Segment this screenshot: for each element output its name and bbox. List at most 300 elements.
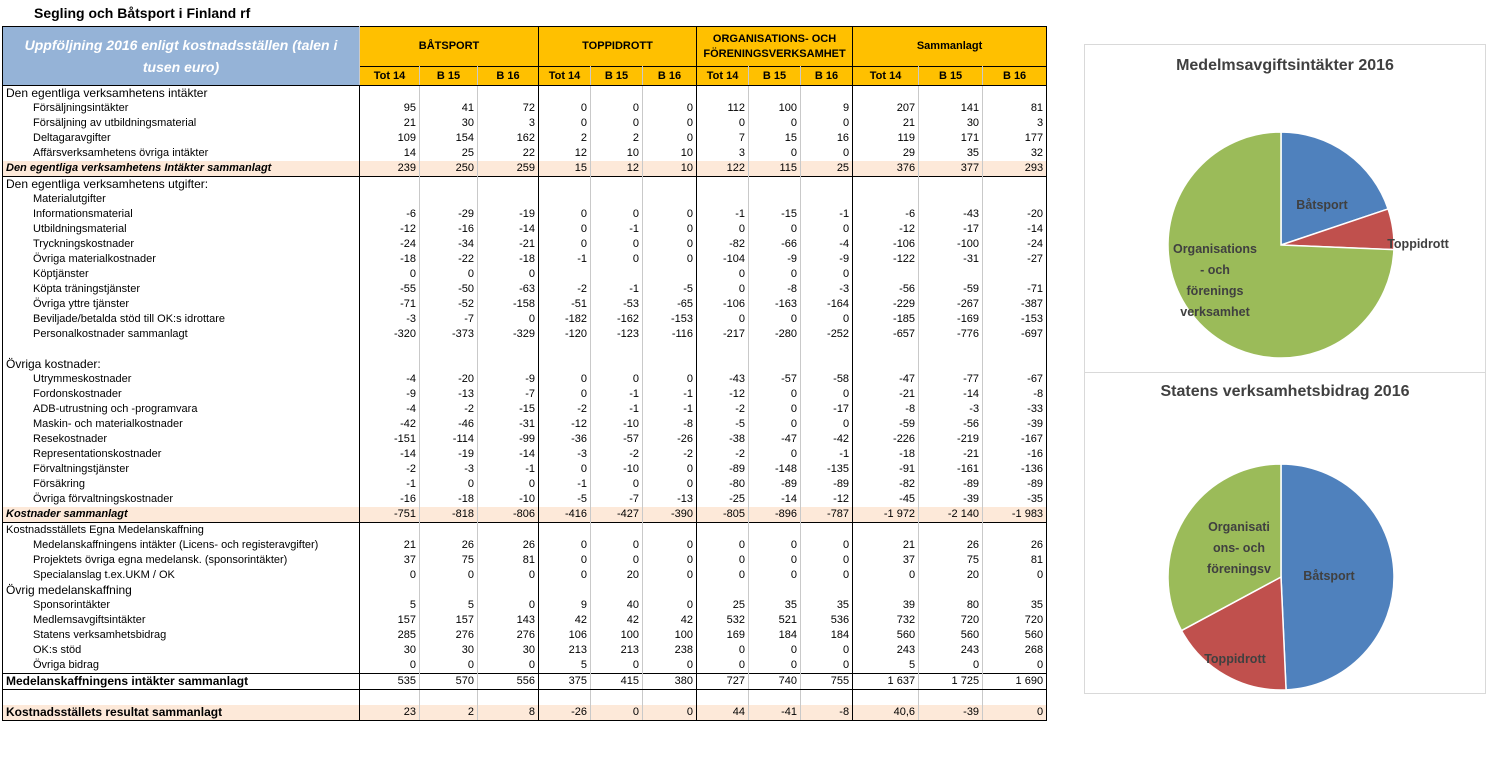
table-cell: -57: [749, 372, 801, 387]
row-label: Beviljade/betalda stöd till OK:s idrottare: [3, 312, 360, 327]
table-cell: -387: [983, 297, 1047, 312]
table-cell: -1: [478, 462, 539, 477]
table-cell: -148: [749, 462, 801, 477]
table-cell: 560: [983, 628, 1047, 643]
table-cell: -5: [539, 492, 591, 507]
table-cell: 0: [983, 705, 1047, 721]
table-cell: 0: [643, 538, 697, 553]
row-label: Försäljningsintäkter: [3, 101, 360, 116]
table-cell: -1: [360, 477, 420, 492]
table-cell: [749, 357, 801, 372]
table-cell: -153: [983, 312, 1047, 327]
table-row: [3, 312, 1047, 327]
table-row: [3, 207, 1047, 222]
table-cell: 3: [983, 116, 1047, 131]
table-row: [3, 447, 1047, 462]
table-cell: -18: [478, 252, 539, 267]
row-label: Köpta träningstjänster: [3, 282, 360, 297]
table-row: [3, 462, 1047, 477]
table-cell: -329: [478, 327, 539, 342]
table-cell: 26: [478, 538, 539, 553]
table-cell: [539, 342, 591, 357]
table-cell: 20: [919, 568, 983, 583]
pie-chart-statens-bidrag: [1085, 383, 1485, 706]
table-cell: [749, 523, 801, 539]
table-cell: 154: [420, 131, 478, 146]
table-cell: [539, 357, 591, 372]
table-cell: -17: [801, 402, 853, 417]
table-cell: -22: [420, 252, 478, 267]
table-row: [3, 507, 1047, 523]
table-cell: -26: [539, 705, 591, 721]
table-cell: -4: [360, 372, 420, 387]
table-row: [3, 690, 1047, 706]
table-cell: 81: [983, 553, 1047, 568]
table-cell: 81: [983, 101, 1047, 116]
slice-label: Båtsport: [1296, 198, 1348, 212]
slice-label: Toppidrott: [1387, 237, 1449, 251]
table-cell: 0: [697, 553, 749, 568]
table-cell: -46: [420, 417, 478, 432]
table-cell: -38: [697, 432, 749, 447]
table-cell: 1 637: [853, 674, 919, 690]
table-cell: -9: [801, 252, 853, 267]
table-cell: -7: [591, 492, 643, 507]
table-cell: 35: [801, 598, 853, 613]
table-cell: -4: [360, 402, 420, 417]
table-cell: -56: [853, 282, 919, 297]
table-cell: [591, 267, 643, 282]
table-cell: [801, 192, 853, 207]
table-cell: 26: [420, 538, 478, 553]
table-cell: -9: [749, 252, 801, 267]
column-header: Tot 14: [360, 67, 420, 86]
row-label: Specialanslag t.ex.UKM / OK: [3, 568, 360, 583]
table-cell: -18: [853, 447, 919, 462]
row-label: Personalkostnader sammanlagt: [3, 327, 360, 342]
table-cell: 285: [360, 628, 420, 643]
table-cell: [478, 357, 539, 372]
table-cell: 0: [749, 402, 801, 417]
table-cell: 0: [643, 101, 697, 116]
table-cell: -82: [853, 477, 919, 492]
table-row: [3, 131, 1047, 146]
pie-chart-medlemsavgift: [1085, 57, 1485, 380]
table-cell: [478, 342, 539, 357]
table-cell: [853, 583, 919, 598]
table-cell: -17: [919, 222, 983, 237]
table-cell: [539, 267, 591, 282]
table-cell: 30: [420, 116, 478, 131]
group-header-sammanlagt: Sammanlagt: [853, 27, 1047, 67]
table-cell: 25: [801, 161, 853, 177]
table-cell: -16: [983, 447, 1047, 462]
table-cell: 0: [643, 658, 697, 674]
row-label: Försäkring: [3, 477, 360, 492]
table-cell: 727: [697, 674, 749, 690]
table-cell: 0: [478, 568, 539, 583]
table-cell: 276: [420, 628, 478, 643]
budget-table: [2, 26, 1047, 721]
table-cell: 0: [591, 705, 643, 721]
table-cell: -1: [801, 207, 853, 222]
table-cell: 0: [591, 207, 643, 222]
table-cell: [919, 86, 983, 102]
table-cell: [420, 357, 478, 372]
table-cell: 109: [360, 131, 420, 146]
column-header: B 15: [919, 67, 983, 86]
table-cell: 0: [643, 462, 697, 477]
table-row: [3, 553, 1047, 568]
table-cell: [360, 86, 420, 102]
table-cell: 0: [749, 267, 801, 282]
table-row: [3, 86, 1047, 102]
table-cell: 0: [643, 705, 697, 721]
table-cell: [697, 177, 749, 193]
table-cell: 207: [853, 101, 919, 116]
table-cell: [591, 357, 643, 372]
table-cell: -12: [801, 492, 853, 507]
table-cell: -39: [919, 705, 983, 721]
table-cell: 20: [591, 568, 643, 583]
table-cell: -6: [360, 207, 420, 222]
table-cell: 0: [591, 252, 643, 267]
table-cell: 100: [749, 101, 801, 116]
table-header-title: Uppföljning 2016 enligt kostnadsställen (talen i tusen euro): [3, 27, 360, 86]
table-cell: 162: [478, 131, 539, 146]
table-cell: [749, 192, 801, 207]
table-cell: 0: [478, 267, 539, 282]
table-row: [3, 598, 1047, 613]
table-cell: -3: [539, 447, 591, 462]
table-cell: 75: [420, 553, 478, 568]
table-cell: -65: [643, 297, 697, 312]
table-cell: 0: [801, 568, 853, 583]
table-cell: [420, 583, 478, 598]
table-cell: 0: [749, 568, 801, 583]
table-cell: -267: [919, 297, 983, 312]
table-row: [3, 101, 1047, 116]
table-cell: [801, 690, 853, 706]
row-label: Projektets övriga egna medelansk. (sponsorintäkter): [3, 553, 360, 568]
table-cell: 26: [919, 538, 983, 553]
table-cell: [643, 267, 697, 282]
table-cell: -169: [919, 312, 983, 327]
table-row: [3, 282, 1047, 297]
table-cell: -3: [420, 462, 478, 477]
table-cell: 0: [591, 372, 643, 387]
table-cell: 0: [539, 462, 591, 477]
table-row: [3, 297, 1047, 312]
table-cell: 0: [801, 538, 853, 553]
table-cell: 0: [749, 553, 801, 568]
table-cell: [360, 583, 420, 598]
table-cell: [919, 192, 983, 207]
table-cell: -91: [853, 462, 919, 477]
table-cell: -123: [591, 327, 643, 342]
table-cell: -1: [591, 222, 643, 237]
table-cell: -252: [801, 327, 853, 342]
table-cell: -2: [360, 462, 420, 477]
table-cell: -14: [919, 387, 983, 402]
table-cell: 177: [983, 131, 1047, 146]
table-cell: -10: [591, 462, 643, 477]
table-cell: 9: [801, 101, 853, 116]
table-cell: -373: [420, 327, 478, 342]
table-cell: 12: [591, 161, 643, 177]
row-label: Fordonskostnader: [3, 387, 360, 402]
table-cell: -14: [360, 447, 420, 462]
table-cell: 75: [919, 553, 983, 568]
table-cell: 0: [697, 538, 749, 553]
page-title: Segling och Båtsport i Finland rf: [34, 5, 251, 21]
table-cell: [919, 267, 983, 282]
table-cell: -9: [360, 387, 420, 402]
table-cell: -805: [697, 507, 749, 523]
table-cell: [643, 86, 697, 102]
table-cell: -1: [697, 207, 749, 222]
row-label: Försäljning av utbildningsmaterial: [3, 116, 360, 131]
chart-title: Statens verksamhetsbidrag 2016: [1160, 383, 1410, 400]
table-cell: -56: [919, 417, 983, 432]
table-cell: -1: [591, 387, 643, 402]
table-cell: -16: [360, 492, 420, 507]
row-label: Medelanskaffningens intäkter sammanlagt: [3, 674, 360, 690]
table-cell: 41: [420, 101, 478, 116]
table-cell: -39: [919, 492, 983, 507]
table-cell: 23: [360, 705, 420, 721]
table-cell: -57: [591, 432, 643, 447]
table-cell: [983, 86, 1047, 102]
table-cell: 0: [801, 387, 853, 402]
table-cell: [539, 583, 591, 598]
table-cell: [919, 690, 983, 706]
table-cell: -806: [478, 507, 539, 523]
table-cell: 0: [591, 538, 643, 553]
table-row: [3, 432, 1047, 447]
table-row: [3, 146, 1047, 161]
table-cell: -71: [360, 297, 420, 312]
table-cell: -1: [643, 402, 697, 417]
table-cell: 0: [539, 237, 591, 252]
table-cell: [749, 342, 801, 357]
row-label: Övriga materialkostnader: [3, 252, 360, 267]
row-label: Den egentliga verksamhetens Intäkter sammanlagt: [3, 161, 360, 177]
table-cell: -167: [983, 432, 1047, 447]
table-cell: 0: [478, 477, 539, 492]
table-cell: -116: [643, 327, 697, 342]
table-cell: -24: [983, 237, 1047, 252]
table-cell: [801, 357, 853, 372]
table-cell: -42: [801, 432, 853, 447]
row-label: Den egentliga verksamhetens intäkter: [3, 86, 360, 102]
table-cell: 0: [591, 101, 643, 116]
table-cell: 95: [360, 101, 420, 116]
table-cell: -2: [697, 402, 749, 417]
table-cell: 1 725: [919, 674, 983, 690]
table-cell: -2: [591, 447, 643, 462]
table-cell: 0: [801, 643, 853, 658]
table-cell: -1: [643, 387, 697, 402]
table-cell: 0: [749, 222, 801, 237]
table-cell: [983, 267, 1047, 282]
table-cell: -12: [539, 417, 591, 432]
row-label: Kostnadsställets Egna Medelanskaffning: [3, 523, 360, 539]
table-cell: [360, 192, 420, 207]
row-label: Kostnadsställets resultat sammanlagt: [3, 705, 360, 721]
table-cell: 25: [697, 598, 749, 613]
table-cell: [420, 690, 478, 706]
table-cell: 143: [478, 613, 539, 628]
table-cell: 39: [853, 598, 919, 613]
table-cell: -162: [591, 312, 643, 327]
table-cell: [420, 192, 478, 207]
table-cell: 16: [801, 131, 853, 146]
table-cell: 0: [697, 267, 749, 282]
table-cell: [749, 86, 801, 102]
table-cell: [643, 583, 697, 598]
table-cell: -77: [919, 372, 983, 387]
table-cell: 0: [983, 568, 1047, 583]
table-cell: 0: [420, 267, 478, 282]
table-cell: -3: [360, 312, 420, 327]
table-cell: 0: [801, 116, 853, 131]
table-cell: 141: [919, 101, 983, 116]
table-cell: -100: [919, 237, 983, 252]
table-row: [3, 705, 1047, 721]
table-cell: -21: [919, 447, 983, 462]
table-row: [3, 267, 1047, 282]
table-cell: 115: [749, 161, 801, 177]
table-row: [3, 402, 1047, 417]
table-row: [3, 492, 1047, 507]
row-label: Förvaltningstjänster: [3, 462, 360, 477]
table-cell: 119: [853, 131, 919, 146]
table-cell: 0: [591, 477, 643, 492]
table-cell: [360, 342, 420, 357]
table-cell: 213: [539, 643, 591, 658]
table-cell: 5: [360, 598, 420, 613]
table-cell: [591, 177, 643, 193]
table-cell: -14: [478, 222, 539, 237]
table-cell: 171: [919, 131, 983, 146]
table-row: [3, 523, 1047, 539]
table-cell: -43: [697, 372, 749, 387]
table-cell: -3: [919, 402, 983, 417]
table-cell: [697, 342, 749, 357]
table-cell: -53: [591, 297, 643, 312]
table-cell: [697, 86, 749, 102]
table-cell: 184: [749, 628, 801, 643]
table-cell: 0: [749, 146, 801, 161]
table-cell: 0: [749, 116, 801, 131]
table-cell: 239: [360, 161, 420, 177]
table-cell: 560: [919, 628, 983, 643]
table-cell: [983, 357, 1047, 372]
table-cell: 0: [801, 417, 853, 432]
table-cell: 0: [643, 207, 697, 222]
table-cell: 0: [591, 658, 643, 674]
table-cell: -99: [478, 432, 539, 447]
table-cell: 0: [749, 417, 801, 432]
table-cell: -6: [853, 207, 919, 222]
table-cell: [420, 523, 478, 539]
table-cell: 32: [983, 146, 1047, 161]
table-cell: -20: [420, 372, 478, 387]
table-cell: 184: [801, 628, 853, 643]
table-row: [3, 237, 1047, 252]
table-cell: [749, 177, 801, 193]
table-cell: -106: [853, 237, 919, 252]
table-cell: 21: [853, 538, 919, 553]
table-cell: -896: [749, 507, 801, 523]
table-cell: -36: [539, 432, 591, 447]
table-cell: -21: [478, 237, 539, 252]
table-cell: 0: [983, 658, 1047, 674]
table-cell: -24: [360, 237, 420, 252]
chart-title: Medelmsavgiftsintäkter 2016: [1176, 57, 1394, 74]
table-cell: 535: [360, 674, 420, 690]
pie-chart-svg: [1085, 401, 1485, 701]
table-cell: -104: [697, 252, 749, 267]
table-cell: [749, 690, 801, 706]
table-cell: 0: [643, 553, 697, 568]
row-label: Deltagaravgifter: [3, 131, 360, 146]
table-cell: -4: [801, 237, 853, 252]
table-cell: -21: [853, 387, 919, 402]
table-cell: 0: [478, 312, 539, 327]
table-cell: -42: [360, 417, 420, 432]
table-cell: 0: [643, 252, 697, 267]
table-row: [3, 161, 1047, 177]
table-cell: -19: [478, 207, 539, 222]
table-cell: 0: [643, 222, 697, 237]
table-cell: -2: [539, 402, 591, 417]
table-cell: [697, 523, 749, 539]
table-cell: [643, 342, 697, 357]
column-header: B 15: [420, 67, 478, 86]
table-cell: 268: [983, 643, 1047, 658]
table-row: [3, 674, 1047, 690]
table-cell: 0: [420, 477, 478, 492]
table-cell: -3: [801, 282, 853, 297]
table-cell: 2: [591, 131, 643, 146]
table-cell: [643, 357, 697, 372]
table-cell: 377: [919, 161, 983, 177]
table-cell: -8: [749, 282, 801, 297]
table-cell: 37: [853, 553, 919, 568]
table-cell: -416: [539, 507, 591, 523]
row-label: Sponsorintäkter: [3, 598, 360, 613]
table-cell: [420, 177, 478, 193]
table-cell: 25: [420, 146, 478, 161]
table-cell: 0: [801, 312, 853, 327]
table-cell: 0: [643, 116, 697, 131]
table-cell: 732: [853, 613, 919, 628]
table-cell: -18: [420, 492, 478, 507]
row-label: Kostnader sammanlagt: [3, 507, 360, 523]
table-row: [3, 372, 1047, 387]
table-cell: 755: [801, 674, 853, 690]
table-cell: -52: [420, 297, 478, 312]
table-cell: -10: [478, 492, 539, 507]
table-row: [3, 583, 1047, 598]
table-cell: 0: [591, 553, 643, 568]
table-cell: 10: [643, 161, 697, 177]
table-cell: [919, 177, 983, 193]
table-cell: 0: [801, 553, 853, 568]
table-row: [3, 658, 1047, 674]
